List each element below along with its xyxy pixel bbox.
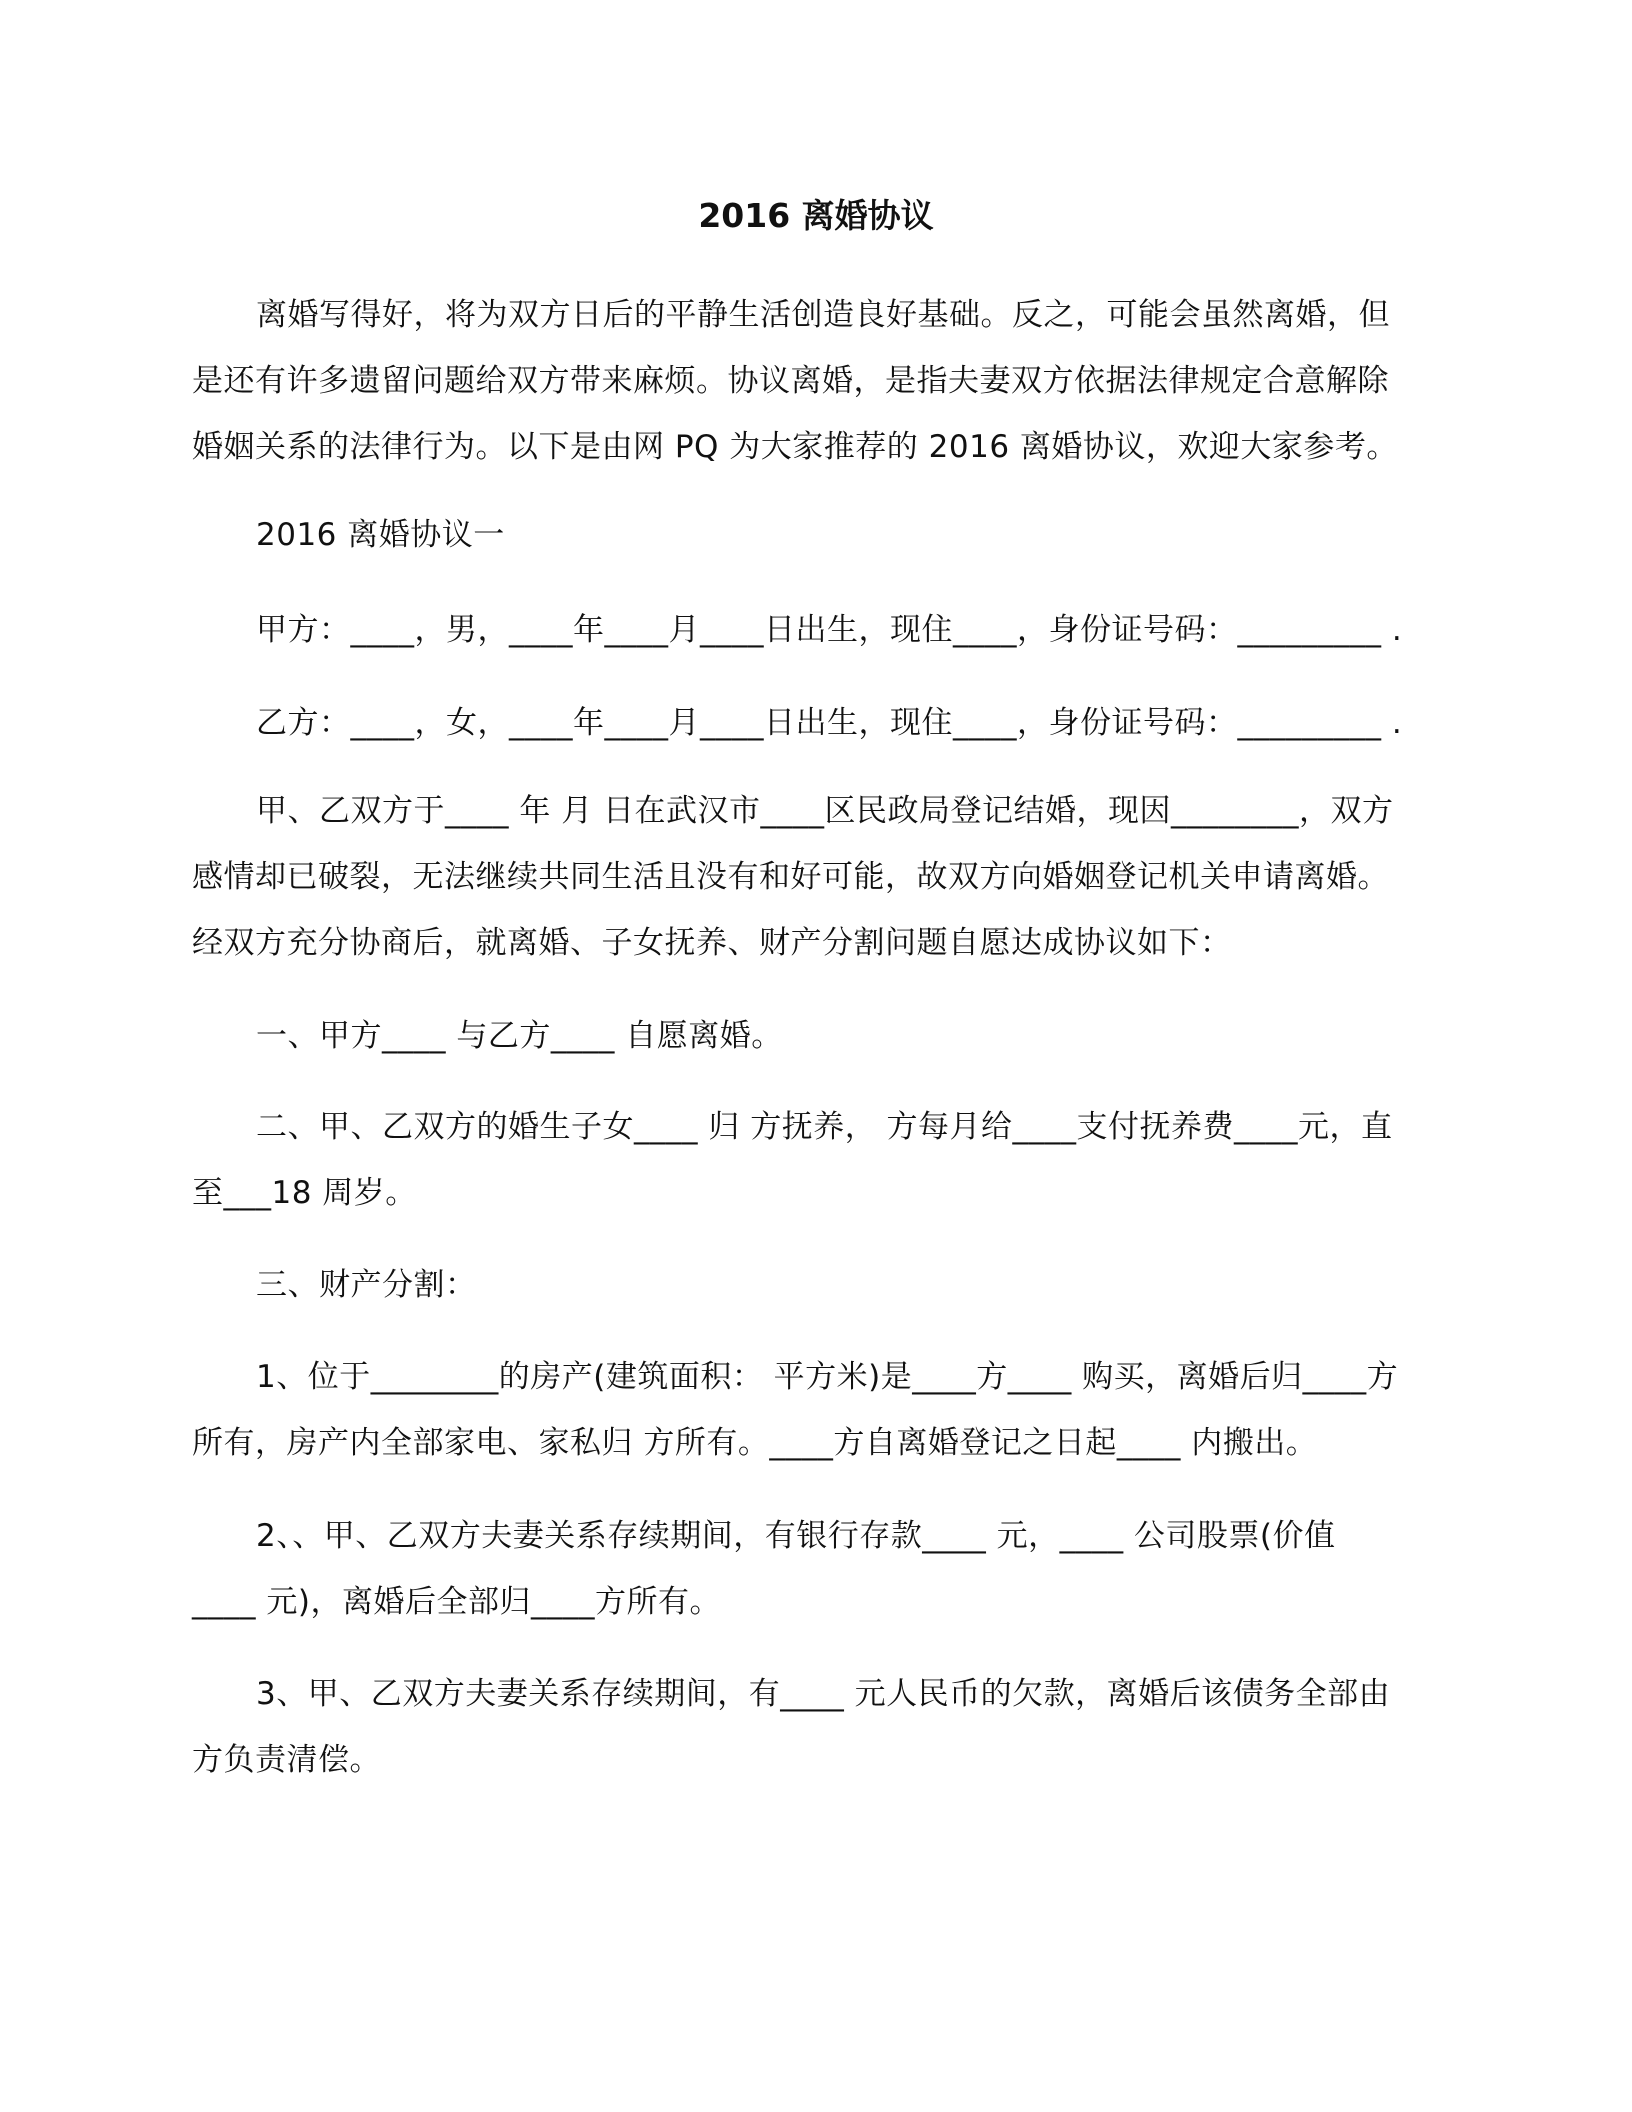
clause-2-paragraph: [192, 1094, 1440, 1226]
item-2-line-2: ____ 元)，离婚后全部归____方所有。: [192, 1584, 721, 1620]
document-title: 2016 离婚协议: [698, 196, 934, 235]
clause-1-line: 一、甲方____ 与乙方____ 自愿离婚。: [256, 1018, 783, 1054]
item-2-line-1: 2、、甲、乙双方夫妻关系存续期间，有银行存款____ 元，____ 公司股票(价值: [256, 1518, 1336, 1554]
intro-paragraph: [192, 282, 1440, 480]
marriage-statement-paragraph: [192, 778, 1440, 976]
agreement-subtitle: [192, 502, 1440, 568]
party-a-paragraph: [192, 597, 1440, 663]
item-1-line-1: 1、位于________的房产(建筑面积： 平方米)是____方____ 购买，离婚后归____方: [256, 1359, 1399, 1395]
intro-line-1: 离婚写得好，将为双方日后的平静生活创造良好基础。反之，可能会虽然离婚，但: [256, 297, 1390, 333]
clause-3-line: 三、财产分割：: [256, 1267, 477, 1303]
item-3-line-2: 方负责清偿。: [192, 1742, 381, 1778]
clause-2-line-1: 二、甲、乙双方的婚生子女____ 归 方抚养， 方每月给____支付抚养费____元，直: [256, 1109, 1393, 1145]
party-b-paragraph: [192, 690, 1440, 756]
item-2-paragraph: [192, 1503, 1440, 1635]
clause-2-line-2: 至___18 周岁。: [192, 1175, 417, 1211]
subtitle-line: 2016 离婚协议一: [256, 517, 505, 553]
item-3-line-1: 3、甲、乙双方夫妻关系存续期间，有____ 元人民币的欠款，离婚后该债务全部由: [256, 1676, 1391, 1712]
item-3-paragraph: [192, 1661, 1440, 1793]
marriage-line-3: 经双方充分协商后，就离婚、子女抚养、财产分割问题自愿达成协议如下：: [192, 925, 1232, 961]
party-b-line: 乙方：____，女，____年____月____日出生，现住____，身份证号码：_________ .: [256, 705, 1403, 741]
clause-3-paragraph: [192, 1252, 1440, 1318]
marriage-line-1: 甲、乙双方于____ 年 月 日在武汉市____区民政局登记结婚，现因________，双方: [256, 793, 1394, 829]
intro-line-2: 是还有许多遗留问题给双方带来麻烦。协议离婚，是指夫妻双方依据法律规定合意解除: [192, 363, 1389, 399]
intro-line-3: 婚姻关系的法律行为。以下是由网 PQ 为大家推荐的 2016 离婚协议，欢迎大家参考。: [192, 429, 1398, 465]
item-1-line-2: 所有，房产内全部家电、家私归 方所有。____方自离婚登记之日起____ 内搬出。: [192, 1425, 1318, 1461]
marriage-line-2: 感情却已破裂，无法继续共同生活且没有和好可能，故双方向婚姻登记机关申请离婚。: [192, 859, 1389, 895]
party-a-line: 甲方：____，男，____年____月____日出生，现住____，身份证号码：_________ .: [256, 612, 1403, 648]
item-1-paragraph: [192, 1344, 1440, 1476]
clause-1-paragraph: [192, 1003, 1440, 1069]
